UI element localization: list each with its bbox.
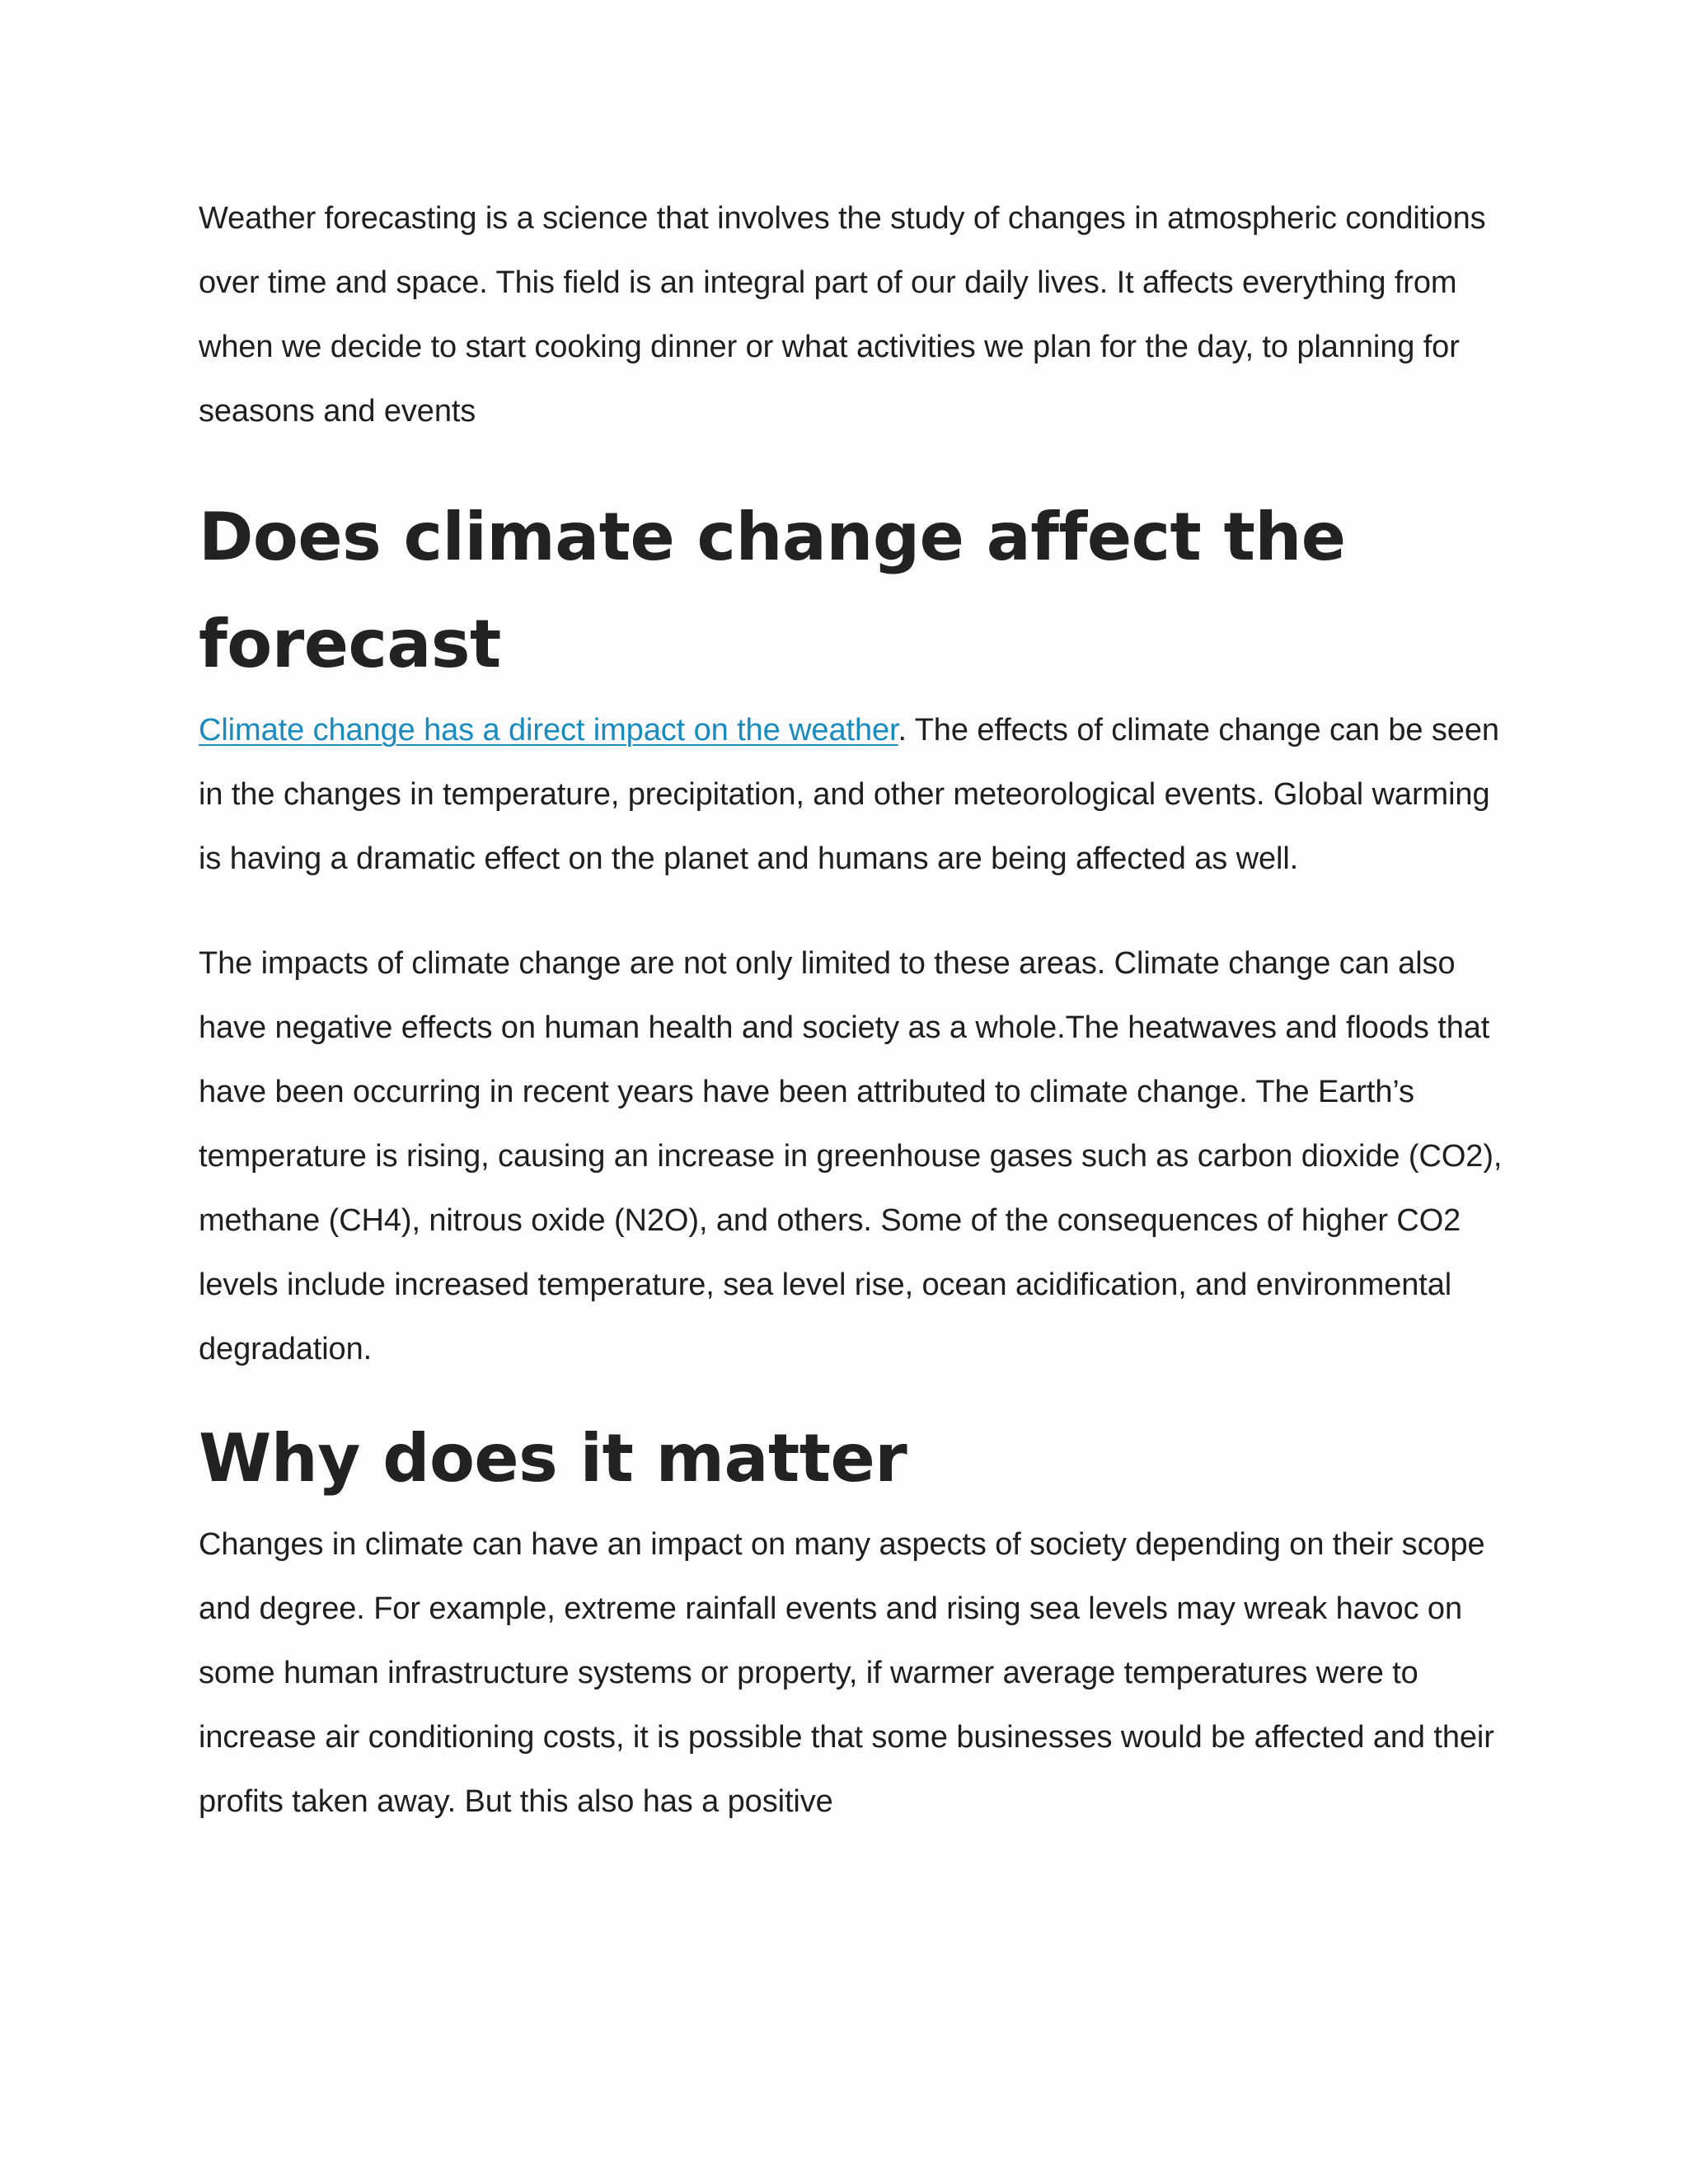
climate-impact-link[interactable]: Climate change has a direct impact on the weather: [199, 713, 898, 748]
intro-paragraph: Weather forecasting is a science that involves the study of changes in atmospheric conditions over time and space. This field is an integral part of our daily lives. It affects everything from when we decide to start cooking dinner or what activities we plan for the day, to planning for seasons and events: [199, 201, 1486, 429]
climate-effects-paragraph: The impacts of climate change are not only limited to these areas. Climate change can also have negative effects on human health and society as a whole.The heatwaves and floods that have been occurring in recent years have been attributed to climate change. The Earth’s temperature is rising, causing an increase in greenhouse gases such as carbon dioxide (CO2), methane (CH4), nitrous oxide (N2O), and others. Some of the consequences of higher CO2 levels include increased temperature, sea level rise, ocean acidification, and environmental degradation.: [199, 946, 1503, 1366]
climate-impact-text: . The effects of climate change can be seen in the changes in temperature, precipitation, and other meteorological events. Global warming is having a dramatic effect on the planet and humans are being affected as well.: [199, 713, 1499, 876]
why-matter-paragraph: Changes in climate can have an impact on many aspects of society depending on their scope and degree. For example, extreme rainfall events and rising sea levels may wreak havoc on some human infrastructure systems or property, if warmer average temperatures were to increase air conditioning costs, it is possible that some businesses would be affected and their profits taken away. But this also has a positive: [199, 1527, 1494, 1819]
section-heading-climate-change: Does climate change affect the forecast: [199, 499, 1346, 682]
section-heading-why-matter: Why does it matter: [199, 1420, 907, 1497]
article: [199, 186, 1505, 1834]
climate-impact-paragraph: [199, 698, 1505, 891]
